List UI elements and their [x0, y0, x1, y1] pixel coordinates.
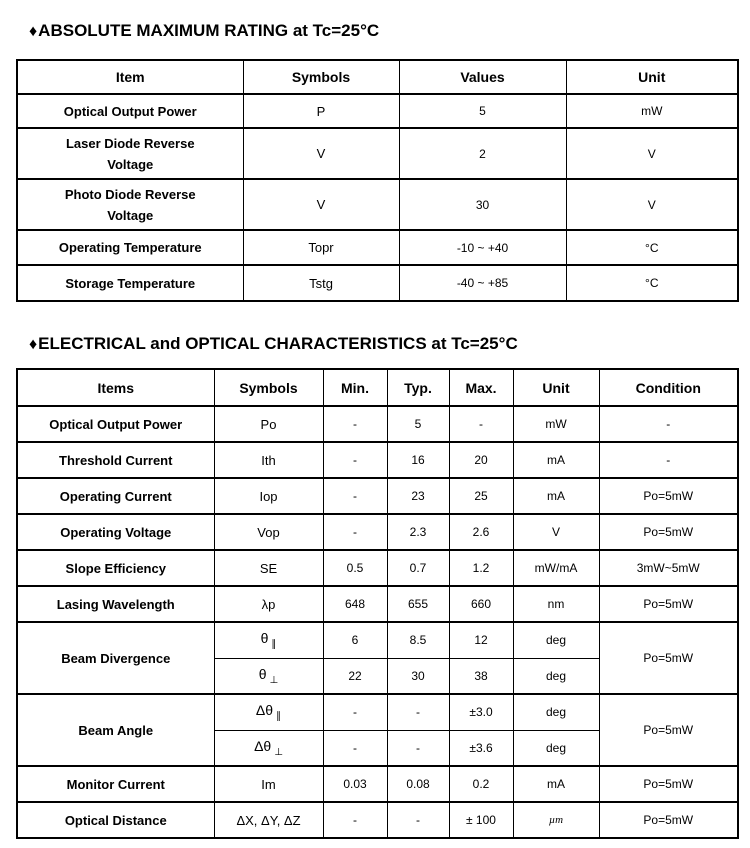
col-header-item: Item — [17, 60, 243, 94]
cell-min: 0.5 — [323, 550, 387, 586]
cell-symbol: V — [243, 179, 399, 230]
cell-symbol — [214, 622, 323, 658]
cell-max: 660 — [449, 586, 513, 622]
col-header-typ: Typ. — [387, 369, 449, 406]
table-row — [17, 622, 738, 658]
cell-symbol: Topr — [243, 230, 399, 265]
cell-value: -40 ~ +85 — [399, 265, 566, 301]
cell-symbol: Im — [214, 766, 323, 802]
cell-item: Laser Diode Reverse Voltage — [17, 128, 243, 179]
table-row — [17, 802, 738, 838]
diamond-bullet-icon: ♦ — [29, 336, 38, 353]
cell-typ: 16 — [387, 442, 449, 478]
cell-symbol: V — [243, 128, 399, 179]
cell-condition: Po=5mW — [599, 622, 738, 694]
cell-symbol: Po — [214, 406, 323, 442]
table-row — [17, 694, 738, 730]
col-header-items: Items — [17, 369, 214, 406]
cell-condition: Po=5mW — [599, 766, 738, 802]
col-header-unit: Unit — [566, 60, 738, 94]
cell-max: 0.2 — [449, 766, 513, 802]
cell-min: - — [323, 730, 387, 766]
cell-max: 20 — [449, 442, 513, 478]
cell-item: Photo Diode Reverse Voltage — [17, 179, 243, 230]
cell-unit: mA — [513, 442, 599, 478]
col-header-unit: Unit — [513, 369, 599, 406]
cell-condition: - — [599, 406, 738, 442]
cell-min: 0.03 — [323, 766, 387, 802]
cell-max: ± 100 — [449, 802, 513, 838]
cell-min: - — [323, 802, 387, 838]
table-row — [17, 265, 738, 301]
cell-typ: 23 — [387, 478, 449, 514]
table-row — [17, 442, 738, 478]
parallel-subscript: ∥ — [271, 639, 277, 651]
cell-item: Lasing Wavelength — [17, 586, 214, 622]
table-row — [17, 179, 738, 230]
cell-item: Storage Temperature — [17, 265, 243, 301]
cell-item: Optical Distance — [17, 802, 214, 838]
cell-item: Optical Output Power — [17, 94, 243, 128]
cell-min: - — [323, 514, 387, 550]
section-title-electrical-optical-characteristics — [29, 334, 750, 355]
cell-item: Slope Efficiency — [17, 550, 214, 586]
cell-min: - — [323, 694, 387, 730]
cell-unit: deg — [513, 658, 599, 694]
cell-value: 30 — [399, 179, 566, 230]
table-row — [17, 230, 738, 265]
table-row — [17, 766, 738, 802]
cell-typ: 30 — [387, 658, 449, 694]
cell-max: 12 — [449, 622, 513, 658]
cell-max: - — [449, 406, 513, 442]
cell-unit: mA — [513, 766, 599, 802]
table-row — [17, 514, 738, 550]
absolute-maximum-rating-table — [16, 59, 739, 302]
cell-item: Monitor Current — [17, 766, 214, 802]
cell-unit: mW — [566, 94, 738, 128]
cell-typ: - — [387, 694, 449, 730]
cell-min: 6 — [323, 622, 387, 658]
cell-unit: mW/mA — [513, 550, 599, 586]
cell-item: Threshold Current — [17, 442, 214, 478]
cell-typ: - — [387, 730, 449, 766]
section-title-text: ABSOLUTE MAXIMUM RATING at Tc=25°C — [38, 21, 380, 40]
cell-min: - — [323, 442, 387, 478]
cell-typ: 0.7 — [387, 550, 449, 586]
cell-typ: 5 — [387, 406, 449, 442]
table-row — [17, 478, 738, 514]
cell-min: - — [323, 478, 387, 514]
cell-unit: V — [566, 179, 738, 230]
col-header-symbols: Symbols — [214, 369, 323, 406]
table-row — [17, 94, 738, 128]
cell-condition: 3mW~5mW — [599, 550, 738, 586]
cell-min: 648 — [323, 586, 387, 622]
cell-min: 22 — [323, 658, 387, 694]
cell-symbol: Iop — [214, 478, 323, 514]
col-header-condition: Condition — [599, 369, 738, 406]
cell-max: ±3.0 — [449, 694, 513, 730]
delta-theta-symbol: Δθ — [254, 737, 272, 754]
cell-condition: Po=5mW — [599, 694, 738, 766]
table-row — [17, 128, 738, 179]
cell-symbol: ΔX, ΔY, ΔZ — [214, 802, 323, 838]
cell-unit: V — [513, 514, 599, 550]
table-row — [17, 406, 738, 442]
cell-unit: mA — [513, 478, 599, 514]
table-header-row — [17, 369, 738, 406]
perpendicular-subscript: ⊥ — [274, 746, 283, 758]
cell-typ: 2.3 — [387, 514, 449, 550]
cell-value: 5 — [399, 94, 566, 128]
cell-condition: Po=5mW — [599, 802, 738, 838]
cell-typ: 8.5 — [387, 622, 449, 658]
cell-symbol: Ith — [214, 442, 323, 478]
cell-typ: - — [387, 802, 449, 838]
cell-item: Beam Angle — [17, 694, 214, 766]
cell-unit: deg — [513, 694, 599, 730]
cell-condition: - — [599, 442, 738, 478]
cell-max: ±3.6 — [449, 730, 513, 766]
theta-symbol: θ — [258, 665, 267, 682]
col-header-max: Max. — [449, 369, 513, 406]
cell-max: 1.2 — [449, 550, 513, 586]
cell-condition: Po=5mW — [599, 514, 738, 550]
cell-unit: V — [566, 128, 738, 179]
cell-item: Operating Voltage — [17, 514, 214, 550]
cell-symbol: Vop — [214, 514, 323, 550]
cell-unit: deg — [513, 730, 599, 766]
perpendicular-subscript: ⊥ — [269, 674, 279, 686]
cell-symbol: SE — [214, 550, 323, 586]
cell-unit: °C — [566, 265, 738, 301]
col-header-symbols: Symbols — [243, 60, 399, 94]
cell-item: Operating Current — [17, 478, 214, 514]
col-header-min: Min. — [323, 369, 387, 406]
cell-symbol — [214, 658, 323, 694]
cell-item: Operating Temperature — [17, 230, 243, 265]
cell-value: 2 — [399, 128, 566, 179]
cell-symbol: Tstg — [243, 265, 399, 301]
cell-condition: Po=5mW — [599, 586, 738, 622]
table-row — [17, 586, 738, 622]
col-header-values: Values — [399, 60, 566, 94]
cell-unit: deg — [513, 622, 599, 658]
cell-symbol: P — [243, 94, 399, 128]
cell-item: Beam Divergence — [17, 622, 214, 694]
cell-unit: °C — [566, 230, 738, 265]
cell-max: 2.6 — [449, 514, 513, 550]
table-header-row — [17, 60, 738, 94]
cell-symbol — [214, 730, 323, 766]
cell-unit: mW — [513, 406, 599, 442]
cell-max: 38 — [449, 658, 513, 694]
diamond-bullet-icon: ♦ — [29, 23, 38, 40]
cell-min: - — [323, 406, 387, 442]
cell-max: 25 — [449, 478, 513, 514]
cell-typ: 655 — [387, 586, 449, 622]
cell-value: -10 ~ +40 — [399, 230, 566, 265]
electrical-optical-characteristics-table — [16, 368, 739, 839]
section-title-absolute-maximum-rating — [29, 21, 750, 42]
cell-condition: Po=5mW — [599, 478, 738, 514]
cell-symbol — [214, 694, 323, 730]
section-title-text: ELECTRICAL and OPTICAL CHARACTERISTICS at Tc=25°C — [38, 334, 518, 353]
cell-unit: µm — [513, 802, 599, 838]
cell-typ: 0.08 — [387, 766, 449, 802]
theta-symbol: θ — [260, 630, 269, 647]
cell-unit: nm — [513, 586, 599, 622]
table-row — [17, 550, 738, 586]
parallel-subscript: ∥ — [276, 711, 282, 723]
delta-theta-symbol: Δθ — [255, 702, 274, 719]
cell-symbol: λp — [214, 586, 323, 622]
cell-item: Optical Output Power — [17, 406, 214, 442]
